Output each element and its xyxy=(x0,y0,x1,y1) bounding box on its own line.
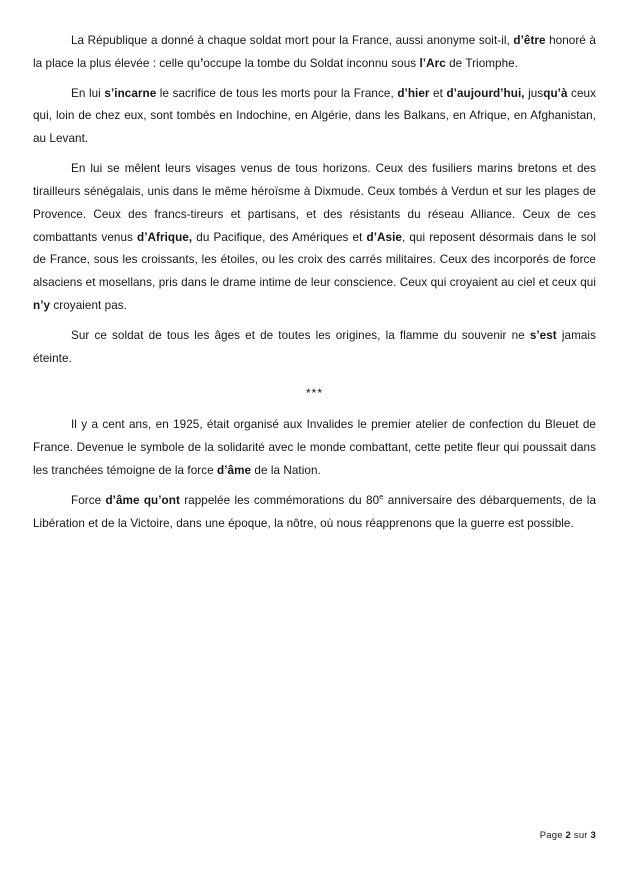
text-run: ceux qui, loin de chez eux, sont tombés en Indochine, en Algérie, dans les Balkans, en Afrique, en Afghanistan, au Levant. xyxy=(33,86,596,146)
text-run: jamais éteinte. xyxy=(33,328,596,365)
document-body xyxy=(33,30,596,535)
text-run: Force xyxy=(71,493,106,507)
text-run: occupe la tombe du Soldat inconnu sous xyxy=(203,56,420,70)
paragraph xyxy=(33,414,596,482)
paragraph-group-after-separator xyxy=(33,414,596,535)
text-run-bold: d’aujourd’hui, xyxy=(446,86,525,100)
text-run: du Pacifique, des Amériques et xyxy=(192,230,367,244)
text-run: de Triomphe. xyxy=(445,56,519,70)
text-run-bold: d’Asie xyxy=(366,230,402,244)
text-run: anniversaire des débarquements, de la Libération et de la Victoire, dans une époque, la nôtre, où nous réapprenons que la guerre est possible. xyxy=(33,493,597,530)
paragraph xyxy=(33,83,596,151)
text-run: de la Nation. xyxy=(251,464,321,477)
text-run-bold: s’incarne xyxy=(104,86,157,100)
section-separator: *** xyxy=(305,386,323,401)
footer-total-pages: 3 xyxy=(590,830,596,841)
text-run: croyaient pas. xyxy=(50,298,127,312)
text-run: En lui se mêlent leurs visages venus de tous horizons. Ceux des fusiliers marins bretons et des tirailleurs sénégalais, unis dans le même héroïsme à Dixmude. Ceux tombés à Verdun et sur les plages de Provence. Ceux des francs-tireurs et partisans, et des résistants du réseau Alliance. Ceux de ces combattants venus xyxy=(33,162,596,244)
text-run-bold: d’âme xyxy=(217,464,252,477)
text-run: rappelée les commémorations du 80 xyxy=(179,493,380,507)
text-run: le sacrifice de tous les morts pour la France, xyxy=(156,86,398,100)
text-run: Sur ce soldat de tous les âges et de toutes les origines, la flamme du souvenir ne xyxy=(71,328,530,342)
text-run: Il y a cent ans, en 1925, était organisé aux Invalides le premier atelier de confection du Bleuet de France. Devenue le symbole de la solidarité avec le monde combattant, cette petite fleur qui poussait dans les tranchées témoigne de la force xyxy=(33,418,596,477)
paragraph xyxy=(33,490,596,536)
text-run: e xyxy=(379,491,384,501)
text-run-bold: ’ xyxy=(200,56,204,70)
text-run-bold: qu’à xyxy=(543,86,568,100)
page-footer xyxy=(540,830,596,841)
paragraph-group-before-separator xyxy=(33,30,596,370)
text-run: La République a donné à chaque soldat mort pour la France, aussi anonyme soit-il, xyxy=(71,34,514,47)
footer-middle: sur xyxy=(571,830,591,841)
text-run-bold: d’hier xyxy=(397,86,430,100)
text-run: honoré à la place la plus élevée : celle qu xyxy=(33,34,596,70)
text-run-bold: d’Afrique, xyxy=(137,230,193,244)
paragraph xyxy=(33,325,596,371)
footer-current-page: 2 xyxy=(565,830,572,841)
text-run: et xyxy=(429,86,447,100)
text-run-bold: n’y xyxy=(33,298,51,312)
text-run: , qui reposent désormais dans le sol de France, sous les croissants, les étoiles, ou les croix des carrés militaires. Ceux des incorporés de force alsaciens et mosellans, pris dans le drame intime de leur conscience. Ceux qui croyaient au ciel et ceux qui xyxy=(33,230,596,290)
text-run: jus xyxy=(524,86,544,100)
paragraph xyxy=(33,158,596,318)
text-run-bold: s’est xyxy=(529,328,557,342)
text-run-bold: l’Arc xyxy=(419,56,446,70)
paragraph xyxy=(33,30,596,76)
footer-prefix: Page xyxy=(539,830,566,841)
text-run-bold: d’être xyxy=(513,34,546,47)
text-run-bold: d’âme qu’ont xyxy=(105,493,180,507)
text-run: En lui xyxy=(71,86,105,100)
